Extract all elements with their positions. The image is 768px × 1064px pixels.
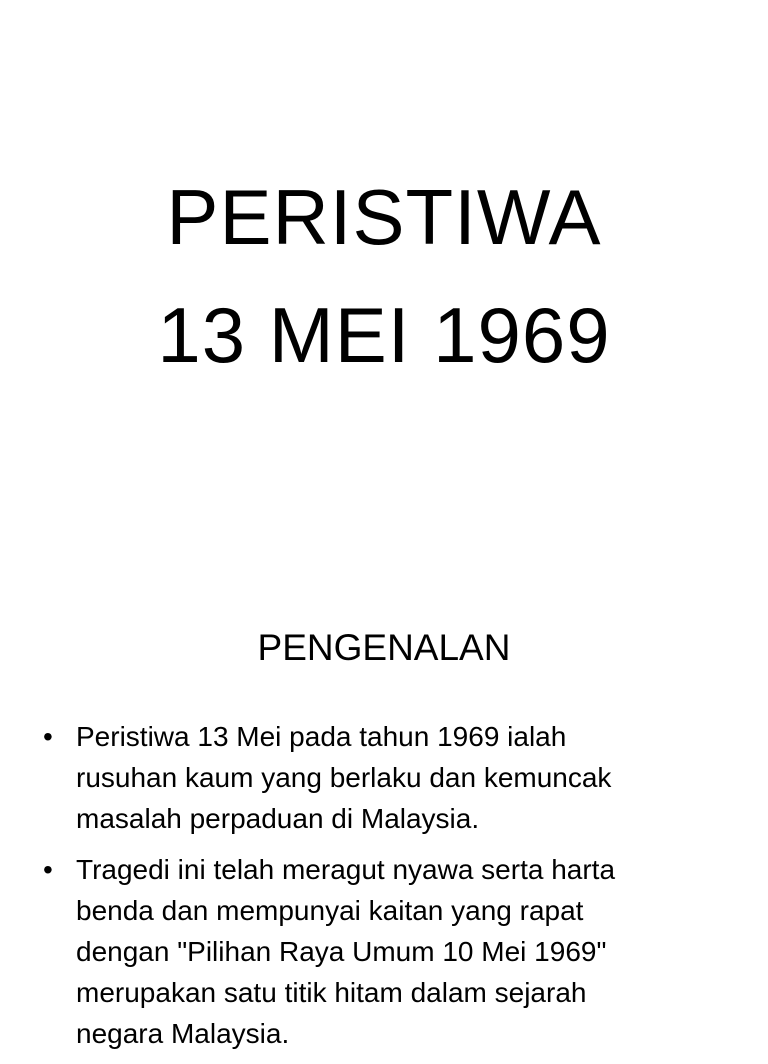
title-line: 13 MEI 1969 — [157, 291, 611, 379]
bullet-text-line: benda dan mempunyai kaitan yang rapat — [76, 895, 584, 926]
bullet-text-line: merupakan satu titik hitam dalam sejarah — [76, 977, 587, 1008]
bullet-icon: • — [43, 721, 53, 752]
title-line: PERISTIWA — [166, 173, 602, 261]
bullet-list — [0, 716, 768, 1064]
bullet-item — [0, 849, 768, 1054]
bullet-item — [0, 716, 768, 839]
bullet-text-line: rusuhan kaum yang berlaku dan kemuncak — [76, 762, 612, 793]
section-heading: PENGENALAN — [257, 627, 511, 668]
bullet-text-line: Tragedi ini telah meragut nyawa serta harta — [76, 854, 616, 885]
bullet-text-line: dengan "Pilihan Raya Umum 10 Mei 1969" — [76, 936, 607, 967]
introduction-slide — [0, 580, 768, 1049]
bullet-text-line: Peristiwa 13 Mei pada tahun 1969 ialah — [76, 721, 567, 752]
bullet-text-line: negara Malaysia. — [76, 1018, 290, 1049]
bullet-icon: • — [43, 854, 53, 885]
bullet-text-line: masalah perpaduan di Malaysia. — [76, 803, 480, 834]
slide-title — [0, 158, 768, 394]
